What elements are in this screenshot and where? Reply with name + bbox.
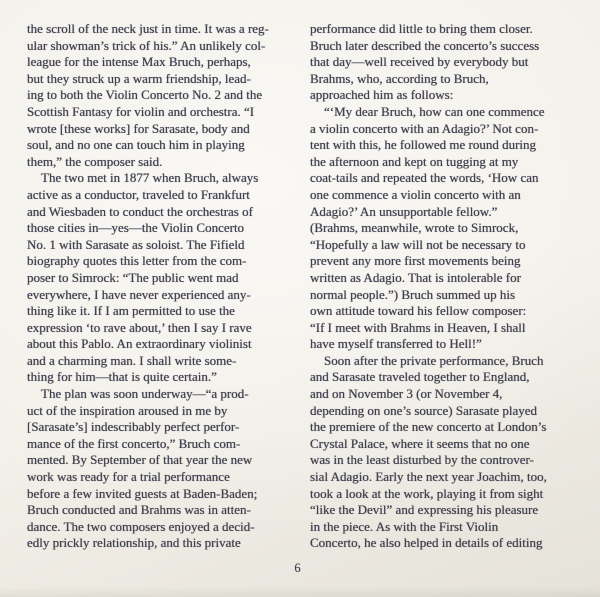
paragraph <box>27 21 297 170</box>
text-line: the premiere of the new concerto at London’s <box>310 419 547 435</box>
text-line: uct of the inspiration aroused in me by <box>27 402 228 418</box>
text-line: thing like it. If I am permitted to use the <box>27 303 235 319</box>
text-line: No. 1 with Sarasate as soloist. The Fifield <box>27 236 245 252</box>
text-line: “like the Devil” and expressing his pleasure <box>310 502 539 518</box>
text-line: active as a conductor, traveled to Frankfurt <box>27 186 250 202</box>
text-line: them,” the composer said. <box>27 153 163 169</box>
text-line: The plan was soon underway—“a prod- <box>41 386 249 402</box>
text-line: biography quotes this letter from the com- <box>27 253 247 269</box>
text-line: Concerto, he also helped in details of editing <box>310 535 543 551</box>
text-line: performance did little to bring them closer. <box>310 21 533 36</box>
text-line: and Sarasate traveled together to England, <box>310 369 530 385</box>
text-line: “If I meet with Brahms in Heaven, I shall <box>310 319 526 335</box>
text-line: soul, and no one can touch him in playing <box>27 137 245 153</box>
text-line: ular showman’s trick of his.” An unlikely col- <box>27 37 266 53</box>
text-line: and on November 3 (or November 4, <box>310 386 503 402</box>
text-line: Bruch conducted and Brahms was in atten- <box>27 502 251 518</box>
text-line: mented. By September of that year the new <box>27 452 253 468</box>
text-line: “‘My dear Bruch, how can one commence <box>324 103 545 119</box>
text-line: the afternoon and kept on tugging at my <box>310 153 519 169</box>
text-line: and Wiesbaden to conduct the orchestras of <box>27 203 253 219</box>
text-line: expression ‘to rave about,’ then I say I rave <box>27 319 252 335</box>
text-line: Brahms, who, according to Bruch, <box>310 70 489 86</box>
text-line: poser to Simrock: “The public went mad <box>27 269 239 285</box>
text-line: and a charming man. I shall write some- <box>27 352 237 368</box>
text-line: The two met in 1877 when Bruch, always <box>41 170 259 186</box>
text-line: before a few invited guests at Baden-Baden; <box>27 485 258 501</box>
page-number: 6 <box>294 561 301 575</box>
text-line: Adagio?’ An unsupportable fellow.” <box>310 203 498 219</box>
text-line: that day—well received by everybody but <box>310 54 529 70</box>
text-line: league for the intense Max Bruch, perhaps, <box>27 54 251 70</box>
text-line: a violin concerto with an Adagio?’ Not con- <box>310 120 539 136</box>
text-columns <box>27 21 583 552</box>
text-line: everywhere, I have never experienced any- <box>27 286 251 302</box>
text-line: approached him as follows: <box>310 87 454 103</box>
text-line: normal people.”) Bruch summed up his <box>310 286 516 302</box>
text-line: work was ready for a trial performance <box>27 469 230 485</box>
text-line: depending on one’s source) Sarasate played <box>310 402 538 418</box>
text-line: thing for him—that is quite certain.” <box>27 369 217 385</box>
text-line: one commence a violin concerto with an <box>310 186 521 202</box>
text-line: about this Pablo. An extraordinary violinist <box>27 336 252 352</box>
text-line: coat-tails and repeated the words, ‘How can <box>310 170 539 186</box>
text-line: took a look at the work, playing it from sight <box>310 485 544 501</box>
text-line: Scottish Fantasy for violin and orchestra. “I <box>27 103 255 119</box>
paragraph <box>310 353 580 552</box>
text-line: [Sarasate’s] indescribably perfect perfor- <box>27 419 240 435</box>
paragraph <box>310 104 580 353</box>
text-line: dance. The two composers enjoyed a decid- <box>27 518 255 534</box>
text-line: was in the least disturbed by the controver- <box>310 452 534 468</box>
text-line: “Hopefully a law will not be necessary to <box>310 236 526 252</box>
paragraph <box>27 386 297 552</box>
text-line: wrote [these works] for Sarasate, body and <box>27 120 250 136</box>
text-line: have myself transferred to Hell!” <box>310 336 482 352</box>
text-line: the scroll of the neck just in time. It was a reg- <box>27 21 269 36</box>
text-line: but they struck up a warm friendship, lead- <box>27 70 251 86</box>
text-line: tent with this, he followed me round during <box>310 137 537 153</box>
text-line: in the piece. As with the First Violin <box>310 518 499 534</box>
text-line: ing to both the Violin Concerto No. 2 and the <box>27 87 263 103</box>
text-line: edly prickly relationship, and this private <box>27 535 241 551</box>
text-line: own attitude toward his fellow composer: <box>310 303 527 319</box>
text-line: sial Adagio. Early the next year Joachim, too, <box>310 469 547 485</box>
paragraph <box>27 170 297 386</box>
text-line: mance of the first concerto,” Bruch com- <box>27 435 241 451</box>
text-line: prevent any more first movements being <box>310 253 521 269</box>
text-line: (Brahms, meanwhile, wrote to Simrock, <box>310 220 519 236</box>
text-column-right <box>310 21 580 552</box>
text-line: written as Adagio. That is intolerable for <box>310 269 521 285</box>
paragraph <box>310 21 580 104</box>
text-column-left <box>27 21 297 552</box>
text-line: Soon after the private performance, Bruch <box>324 352 544 368</box>
text-line: Crystal Palace, where it seems that no one <box>310 435 530 451</box>
text-line: those cities in—yes—the Violin Concerto <box>27 220 245 236</box>
text-line: Bruch later described the concerto’s success <box>310 37 540 53</box>
